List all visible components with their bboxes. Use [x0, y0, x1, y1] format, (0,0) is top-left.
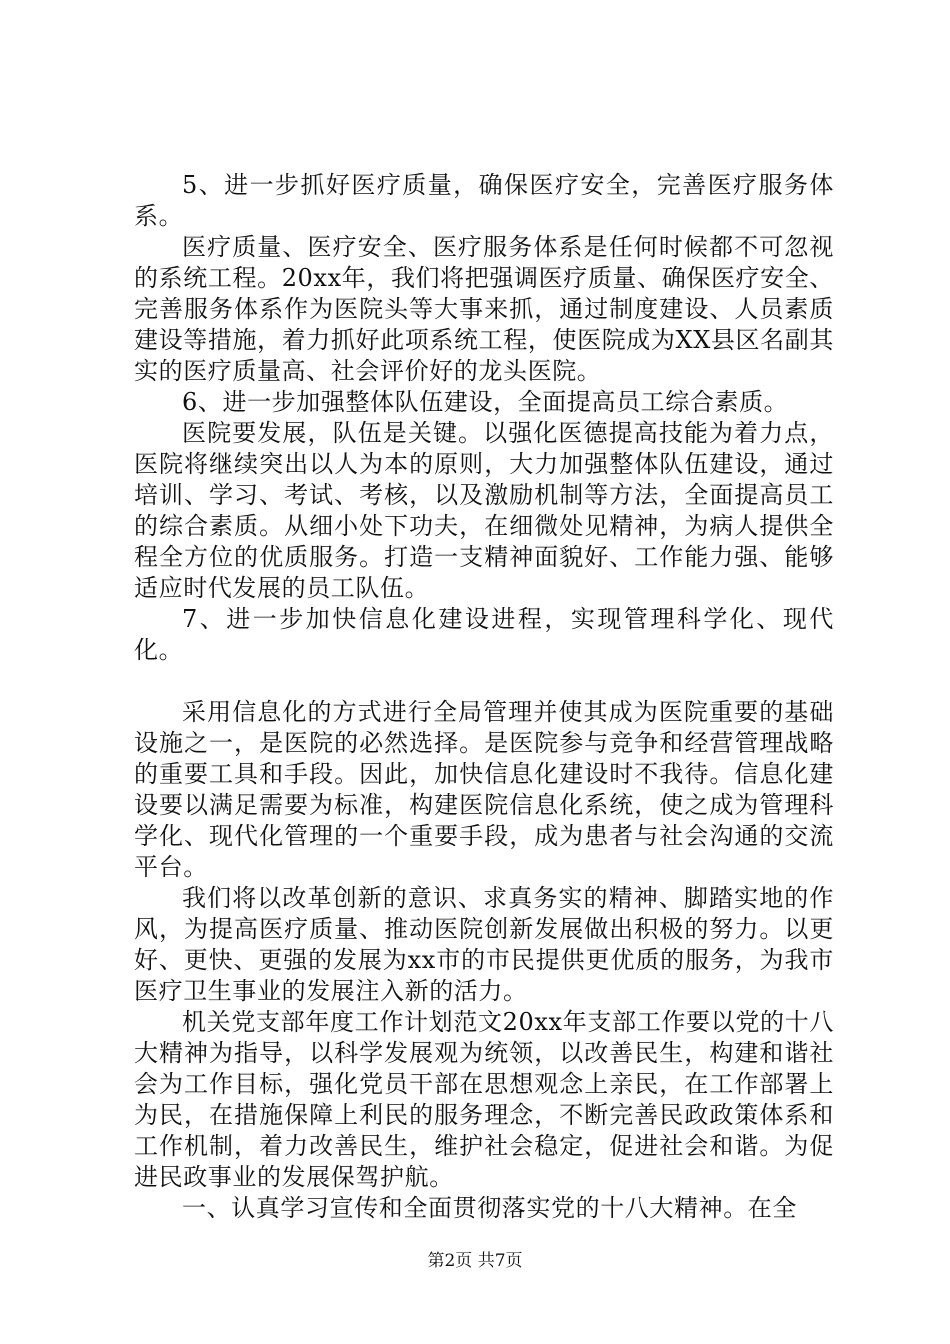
heading-item-7: 7、进一步加快信息化建设进程，实现管理科学化、现代化。 [134, 605, 834, 664]
paragraph-informatization: 采用信息化的方式进行全局管理并使其成为医院重要的基础设施之一，是医院的必然选择。是医院参与竞争和经营管理战略的重要工具和手段。因此，加快信息化建设时不我待。信息化建设要以满足需要为标准，构建医院信息化系统，使之成为管理科学化、现代化管理的一个重要手段，成为患者与社会沟通的交流平台。 [134, 698, 834, 881]
heading-section-1: 一、认真学习宣传和全面贯彻落实党的十八大精神。在全 [182, 1194, 797, 1222]
page-number-footer: 第2页 共7页 [427, 1251, 523, 1271]
paragraph-team-building: 医院要发展，队伍是关键。以强化医德提高技能为着力点，医院将继续突出以人为本的原则，大力加强整体队伍建设，通过培训、学习、考试、考核，以及激励机制等方法，全面提高员工的综合素质。从细小处下功夫，在细微处见精神，为病人提供全程全方位的优质服务。打造一支精神面貌好、工作能力强、能够适应时代发展的员工队伍。 [134, 419, 834, 602]
document-body [134, 170, 834, 1224]
paragraph-medical-quality: 医疗质量、医疗安全、医疗服务体系是任何时候都不可忽视的系统工程。20xx年，我们将把强调医疗质量、确保医疗安全、完善服务体系作为医院头等大事来抓，通过制度建设、人员素质建设等措施，着力抓好此项系统工程，使医院成为XX县区名副其实的医疗质量高、社会评价好的龙头医院。 [134, 233, 834, 385]
heading-item-5: 5、进一步抓好医疗质量，确保医疗安全，完善医疗服务体系。 [134, 171, 834, 230]
paragraph-party-branch-plan: 机关党支部年度工作计划范文20xx年支部工作要以党的十八大精神为指导，以科学发展观为统领，以改善民生，构建和谐社会为工作目标，强化党员干部在思想观念上亲民，在工作部署上为民，在措施保障上利民的服务理念，不断完善民政政策体系和工作机制，着力改善民生，维护社会稳定，促进社会和谐。为促进民政事业的发展保驾护航。 [134, 1008, 834, 1191]
heading-item-6: 6、进一步加强整体队伍建设，全面提高员工综合素质。 [182, 388, 789, 416]
paragraph-commitment: 我们将以改革创新的意识、求真务实的精神、脚踏实地的作风，为提高医疗质量、推动医院创新发展做出积极的努力。以更好、更快、更强的发展为xx市的市民提供更优质的服务，为我市医疗卫生事业的发展注入新的活力。 [134, 884, 834, 1005]
paragraph-spacer [134, 666, 834, 697]
